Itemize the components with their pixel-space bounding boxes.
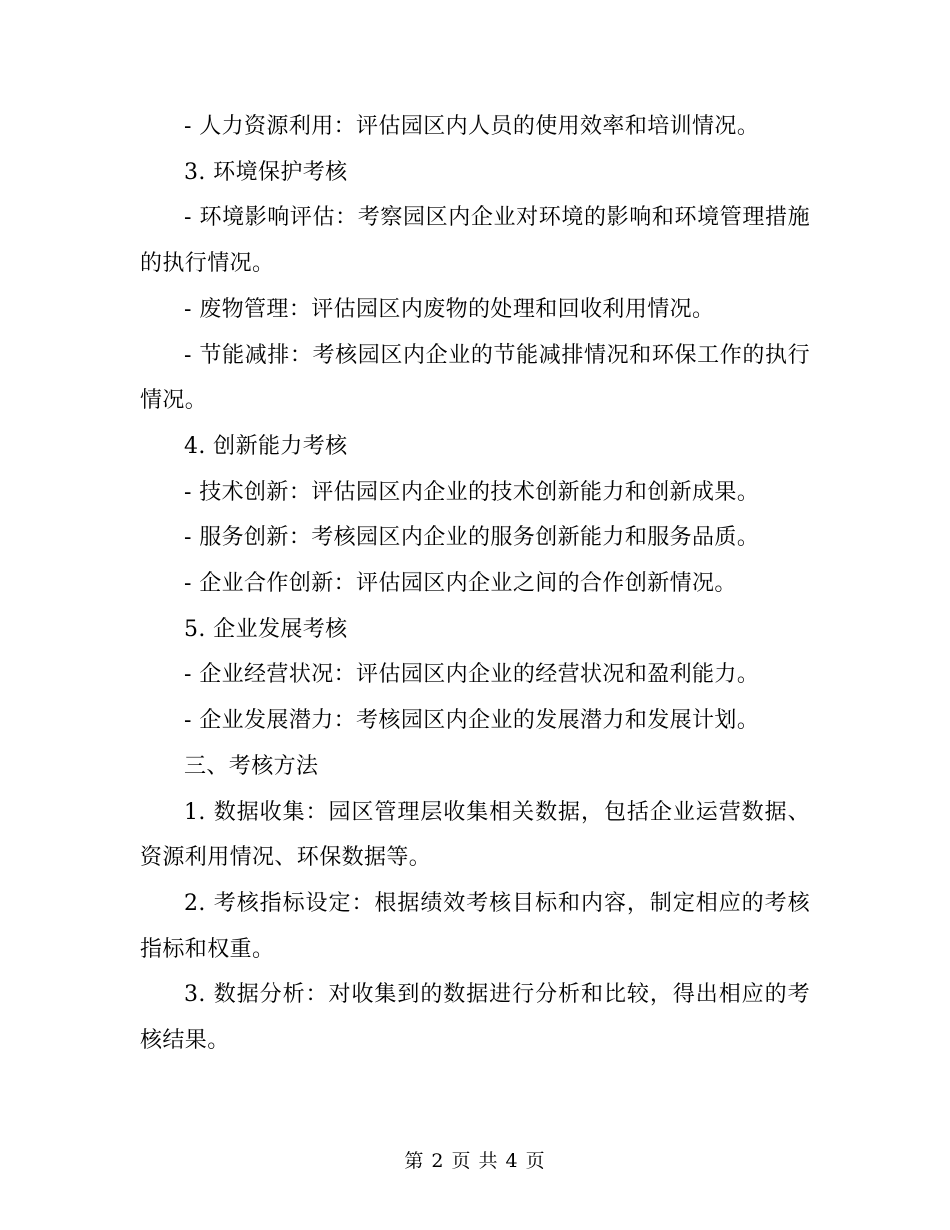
bullet-human-resources: - 人力资源利用：评估园区内人员的使用效率和培训情况。 (184, 114, 760, 139)
page-number-footer: 第 2 页 共 4 页 (404, 1150, 546, 1172)
chapter-heading-methods: 三、考核方法 (184, 753, 319, 779)
bullet-cooperation-innovation: - 企业合作创新：评估园区内企业之间的合作创新情况。 (184, 571, 737, 597)
document-body (140, 104, 810, 1064)
bullet-waste-management: - 废物管理：评估园区内废物的处理和回收利用情况。 (184, 296, 715, 322)
bullet-energy-saving: - 节能减排：考核园区内企业的节能减排情况和环保工作的执行情况。 (140, 342, 810, 414)
method-data-analysis: 3. 数据分析：对收集到的数据进行分析和比较，得出相应的考核结果。 (140, 982, 810, 1054)
bullet-development-potential: - 企业发展潜力：考核园区内企业的发展潜力和发展计划。 (184, 708, 760, 734)
method-indicator-setting: 2. 考核指标设定：根据绩效考核目标和内容，制定相应的考核指标和权重。 (140, 890, 810, 962)
bullet-service-innovation: - 服务创新：考核园区内企业的服务创新能力和服务品质。 (184, 525, 760, 551)
bullet-environment-impact: - 环境影响评估：考察园区内企业对环境的影响和环境管理措施的执行情况。 (140, 205, 810, 277)
section-heading-environment: 3. 环境保护考核 (184, 159, 348, 185)
bullet-tech-innovation: - 技术创新：评估园区内企业的技术创新能力和创新成果。 (184, 479, 760, 505)
bullet-business-status: - 企业经营状况：评估园区内企业的经营状况和盈利能力。 (184, 662, 760, 688)
section-heading-development: 5. 企业发展考核 (184, 616, 348, 642)
section-heading-innovation: 4. 创新能力考核 (184, 433, 348, 459)
method-data-collection: 1. 数据收集：园区管理层收集相关数据，包括企业运营数据、资源利用情况、环保数据等。 (140, 799, 810, 871)
